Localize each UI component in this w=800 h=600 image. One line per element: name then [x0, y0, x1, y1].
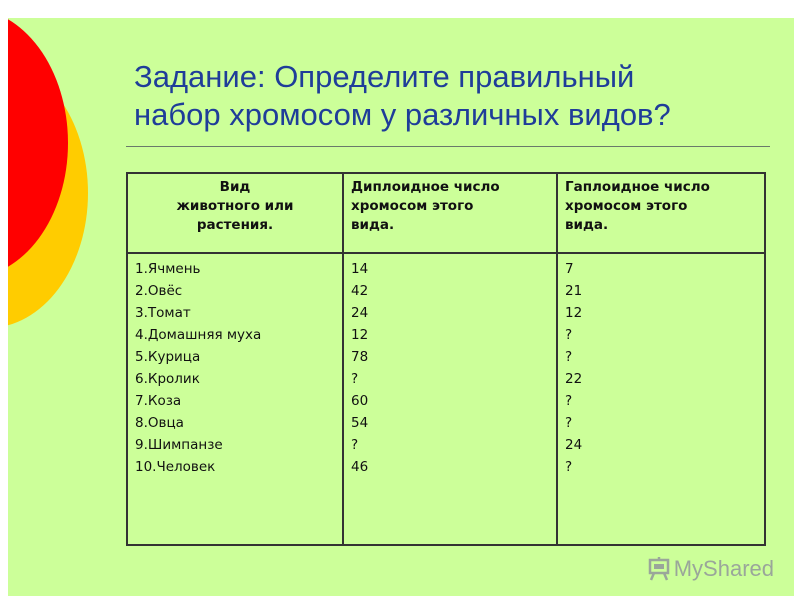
header-species	[127, 173, 343, 253]
species-item: 3.Томат	[135, 305, 191, 321]
haploid-value: ?	[565, 393, 573, 409]
diploid-cell	[343, 253, 557, 545]
header-line: вида.	[565, 217, 609, 233]
species-item: 6.Кролик	[135, 371, 200, 387]
haploid-value: ?	[565, 327, 573, 343]
header-line: хромосом этого	[351, 198, 474, 214]
diploid-value: 60	[351, 393, 369, 409]
haploid-value: ?	[565, 349, 573, 365]
watermark	[648, 556, 774, 582]
slide	[8, 18, 794, 596]
header-diploid	[343, 173, 557, 253]
haploid-value: 21	[565, 283, 583, 299]
title-divider	[126, 146, 770, 147]
table-header-row	[127, 173, 765, 253]
haploid-value: ?	[565, 415, 573, 431]
species-item: 5.Курица	[135, 349, 201, 365]
title-line-2: набор хромосом у различных видов?	[134, 97, 671, 132]
header-line: Гаплоидное число	[565, 179, 710, 195]
slide-title	[134, 58, 774, 134]
diploid-value: ?	[351, 371, 359, 387]
diploid-value: 14	[351, 261, 369, 277]
species-item: 10.Человек	[135, 459, 216, 475]
species-cell	[127, 253, 343, 545]
diploid-value: 54	[351, 415, 369, 431]
diploid-value: 24	[351, 305, 369, 321]
haploid-value: 22	[565, 371, 583, 387]
haploid-value: ?	[565, 459, 573, 475]
table-body-row	[127, 253, 765, 545]
header-haploid	[557, 173, 765, 253]
header-line: Вид	[219, 179, 251, 195]
species-item: 9.Шимпанзе	[135, 437, 223, 453]
species-item: 1.Ячмень	[135, 261, 201, 277]
haploid-value: 7	[565, 261, 574, 277]
diploid-value: 42	[351, 283, 369, 299]
species-item: 4.Домашняя муха	[135, 327, 262, 343]
species-item: 7.Коза	[135, 393, 182, 409]
header-line: Диплоидное число	[351, 179, 500, 195]
header-line: животного или	[176, 198, 294, 214]
diploid-value: 46	[351, 459, 369, 475]
title-line-1: Задание: Определите правильный	[134, 59, 635, 94]
diploid-value: 78	[351, 349, 369, 365]
haploid-cell	[557, 253, 765, 545]
haploid-value: 24	[565, 437, 583, 453]
species-item: 8.Овца	[135, 415, 184, 431]
species-item: 2.Овёс	[135, 283, 183, 299]
chromosome-table	[126, 172, 766, 546]
diploid-value: 12	[351, 327, 369, 343]
diploid-value: ?	[351, 437, 359, 453]
header-line: растения.	[196, 217, 274, 233]
presentation-icon	[648, 557, 670, 581]
header-line: хромосом этого	[565, 198, 688, 214]
watermark-text: MyShared	[673, 556, 774, 581]
header-line: вида.	[351, 217, 395, 233]
haploid-value: 12	[565, 305, 583, 321]
